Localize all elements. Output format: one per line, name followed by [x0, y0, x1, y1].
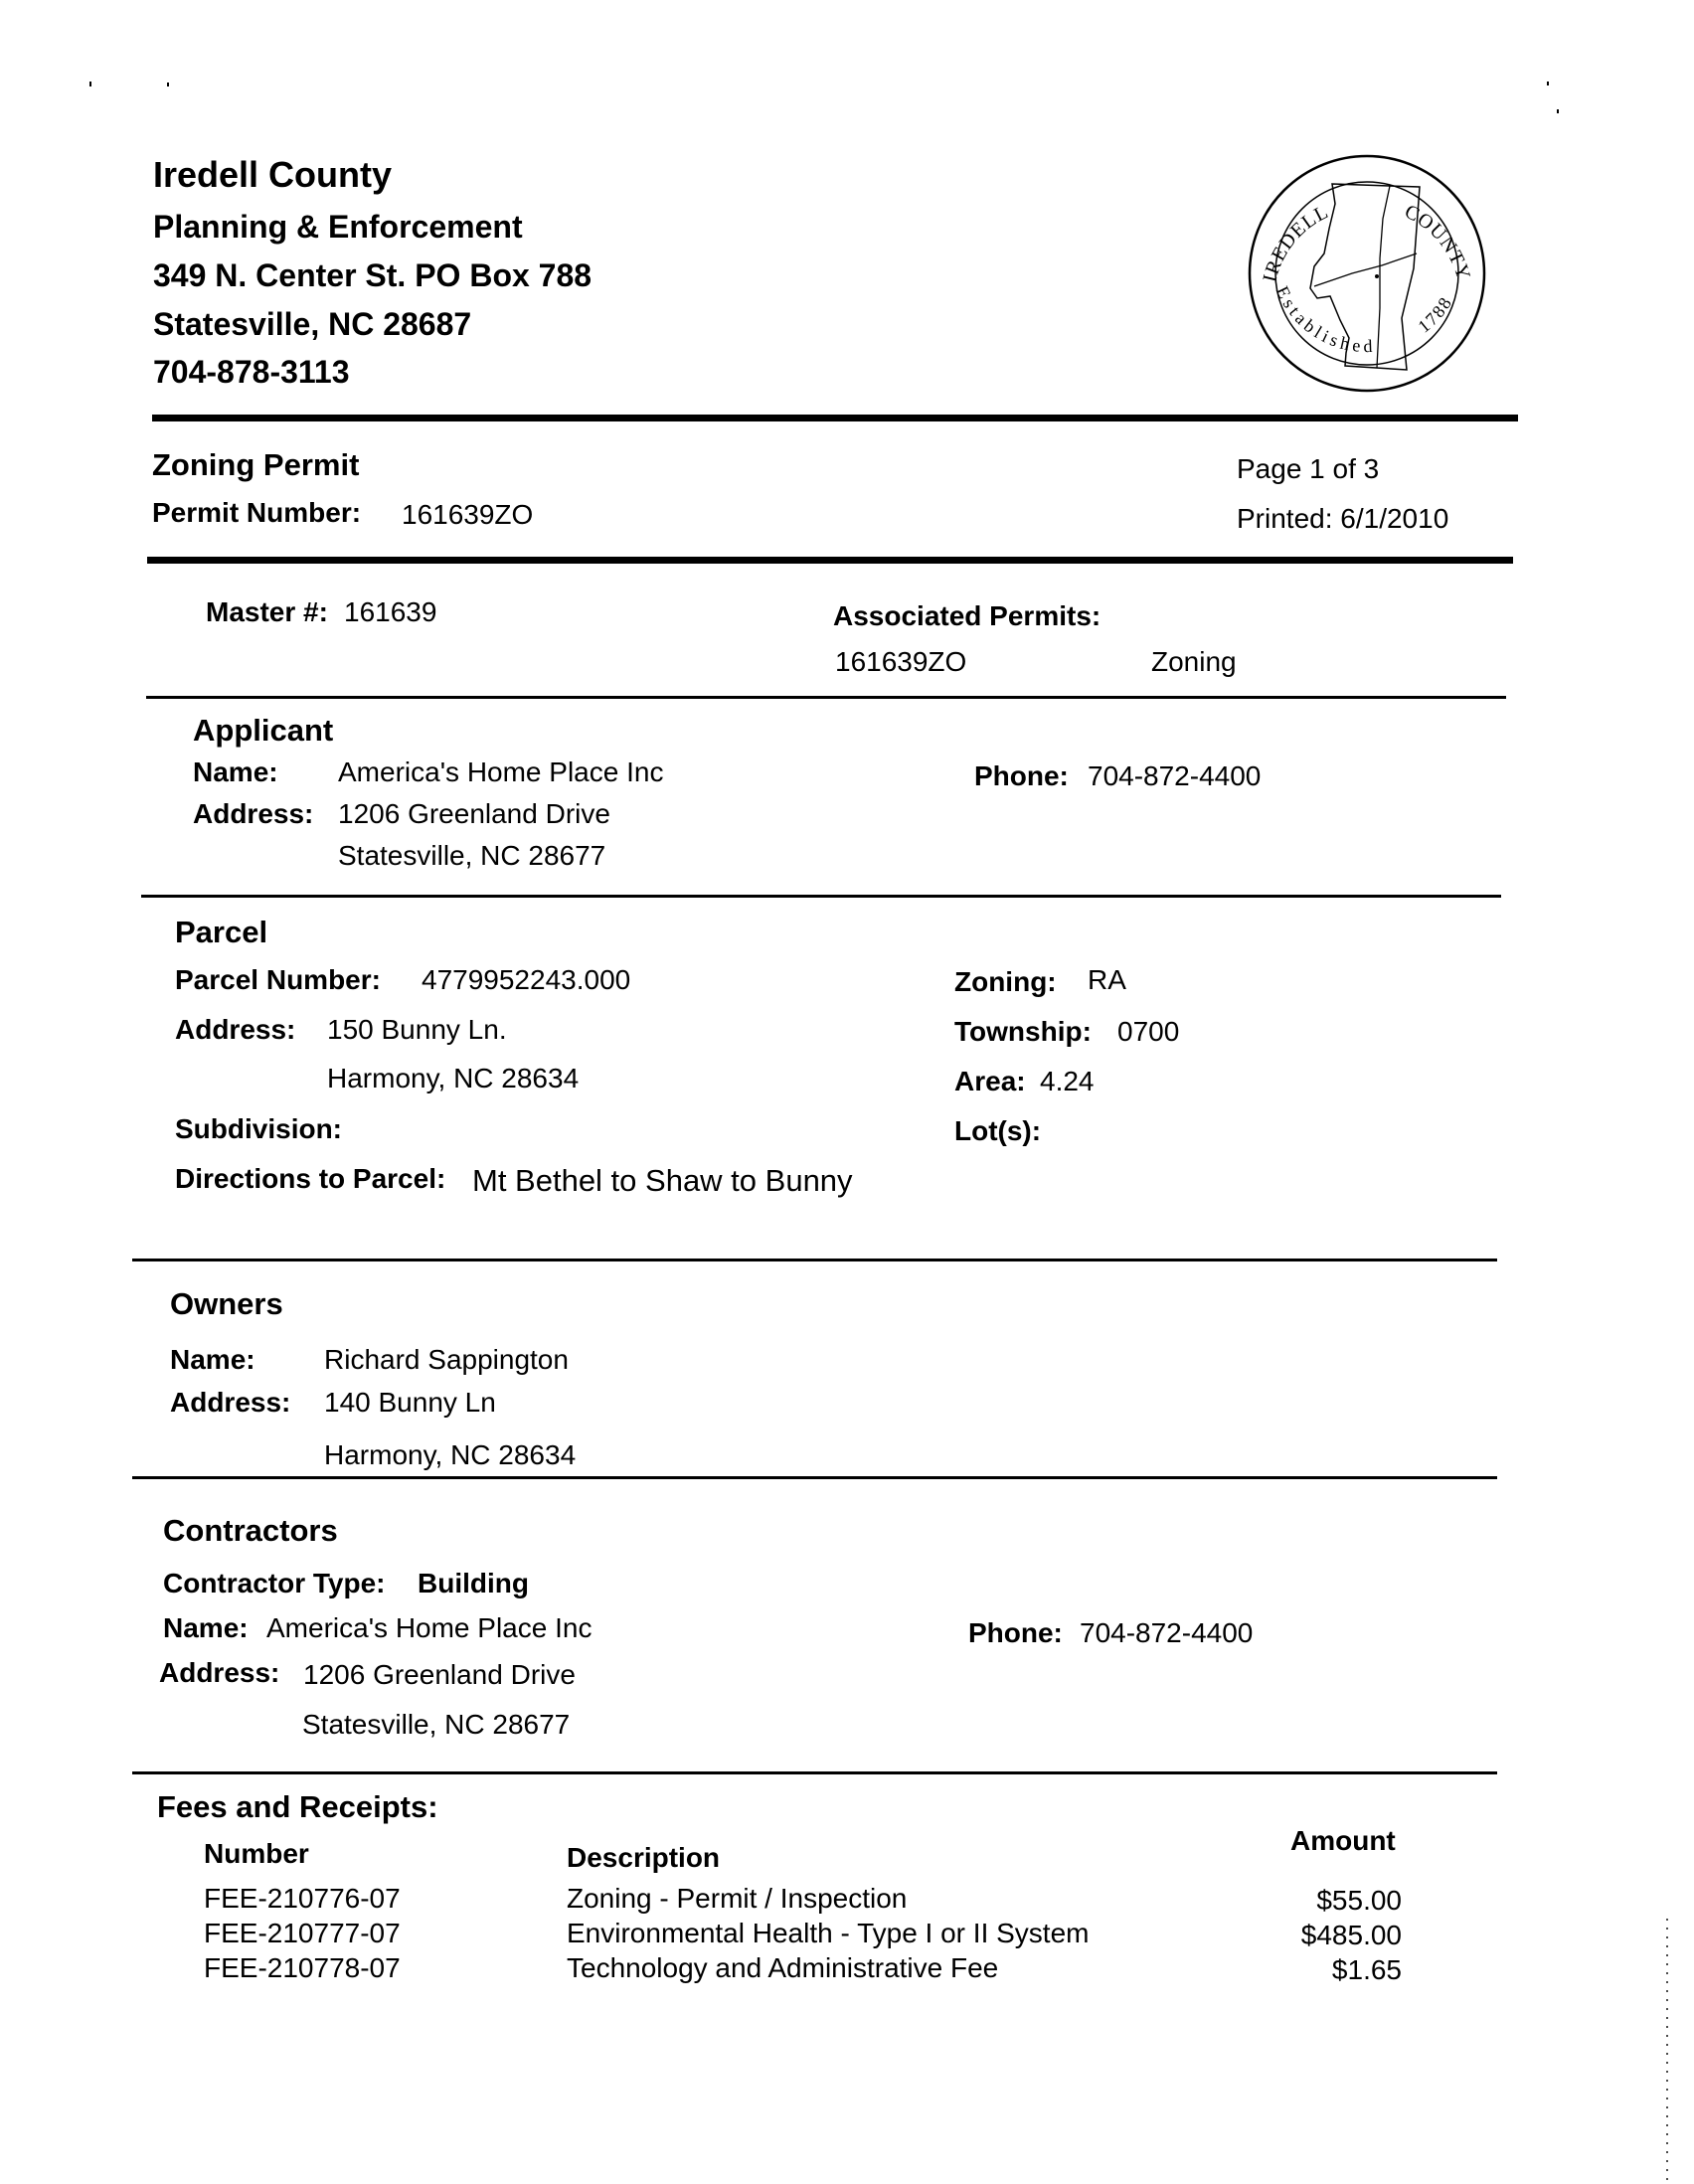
department-name: Planning & Enforcement	[153, 209, 523, 245]
fee-description: Technology and Administrative Fee	[567, 1952, 999, 1983]
seal-text-iredell: IREDELL	[1259, 200, 1333, 285]
lots-label: Lot(s):	[954, 1115, 1042, 1146]
fees-column-number: Number	[204, 1838, 309, 1869]
owner-name: Richard Sappington	[324, 1344, 569, 1375]
applicant-title: Applicant	[193, 713, 334, 748]
applicant-phone-label: Phone:	[974, 760, 1069, 791]
svg-text:COUNTY	[1401, 201, 1474, 283]
contractor-type-value: Building	[418, 1568, 529, 1598]
associated-permits-label: Associated Permits:	[833, 600, 1101, 631]
owners-divider	[132, 1476, 1497, 1479]
seal-text-year: 1788	[1414, 292, 1456, 337]
permit-number-value: 161639ZO	[402, 499, 534, 530]
seal-text-established: Established	[1271, 282, 1377, 357]
parcel-number: 4779952243.000	[422, 964, 631, 995]
area-label: Area:	[954, 1066, 1026, 1096]
fee-number: FEE-210778-07	[204, 1952, 401, 1983]
parcel-number-label: Parcel Number:	[175, 964, 381, 995]
fee-number: FEE-210777-07	[204, 1918, 401, 1948]
directions-label: Directions to Parcel:	[175, 1163, 446, 1194]
contractor-phone: 704-872-4400	[1080, 1617, 1254, 1648]
parcel-divider	[132, 1259, 1497, 1261]
permit-title: Zoning Permit	[152, 447, 360, 482]
page-indicator: Page 1 of 3	[1237, 453, 1380, 484]
county-seal-icon	[1243, 149, 1491, 398]
owner-name-label: Name:	[170, 1344, 255, 1375]
master-divider	[146, 696, 1506, 699]
county-seal-logo	[1243, 149, 1491, 398]
fee-amount: $485.00	[1300, 1920, 1402, 1950]
seal-text-county: COUNTY	[1401, 200, 1475, 283]
contractor-type-label: Contractor Type:	[163, 1568, 386, 1598]
associated-permit-type: Zoning	[1151, 646, 1237, 677]
fee-amount: $55.00	[1316, 1885, 1402, 1916]
subdivision-label: Subdivision:	[175, 1113, 342, 1144]
applicant-address-line2: Statesville, NC 28677	[338, 840, 606, 871]
contractor-address-line1: 1206 Greenland Drive	[303, 1659, 576, 1690]
contractor-name-label: Name:	[163, 1612, 249, 1643]
header-divider	[152, 415, 1518, 421]
permit-number-label: Permit Number:	[152, 497, 362, 528]
applicant-name: America's Home Place Inc	[338, 756, 664, 787]
fees-column-amount: Amount	[1290, 1825, 1396, 1856]
contractor-address-line2: Statesville, NC 28677	[302, 1709, 571, 1740]
permit-divider	[147, 557, 1513, 564]
svg-text:1788	[1415, 292, 1456, 336]
parcel-title: Parcel	[175, 915, 268, 949]
fee-amount: $1.65	[1331, 1954, 1402, 1985]
applicant-phone: 704-872-4400	[1088, 760, 1262, 791]
owner-address-line2: Harmony, NC 28634	[324, 1439, 577, 1470]
contractor-name: America's Home Place Inc	[266, 1612, 593, 1643]
contractor-address-label: Address:	[159, 1657, 280, 1688]
master-label: Master #:	[206, 596, 328, 627]
owner-address-line1: 140 Bunny Ln	[324, 1387, 496, 1418]
scan-edge-artifact	[1666, 1919, 1668, 2184]
master-value: 161639	[344, 596, 437, 627]
township-value: 0700	[1117, 1016, 1180, 1047]
scan-speck	[89, 82, 91, 86]
directions-value: Mt Bethel to Shaw to Bunny	[472, 1163, 853, 1198]
parcel-address-line1: 150 Bunny Ln.	[327, 1014, 507, 1045]
township-label: Township:	[954, 1016, 1092, 1047]
owner-address-label: Address:	[170, 1387, 291, 1418]
owners-title: Owners	[170, 1286, 283, 1321]
applicant-divider	[141, 895, 1501, 898]
applicant-name-label: Name:	[193, 756, 278, 787]
zoning-value: RA	[1088, 964, 1126, 995]
county-name: Iredell County	[153, 154, 393, 195]
zoning-label: Zoning:	[954, 966, 1057, 997]
svg-text:IREDELL	[1259, 201, 1332, 284]
parcel-address-label: Address:	[175, 1014, 296, 1045]
fee-description: Zoning - Permit / Inspection	[567, 1883, 908, 1914]
contractors-divider	[132, 1771, 1497, 1774]
fee-number: FEE-210776-07	[204, 1883, 401, 1914]
fee-description: Environmental Health - Type I or II System	[567, 1918, 1090, 1948]
contractors-title: Contractors	[163, 1513, 338, 1548]
scan-speck	[1547, 82, 1549, 85]
scan-speck	[1557, 109, 1559, 113]
associated-permit-number: 161639ZO	[835, 646, 967, 677]
office-street: 349 N. Center St. PO Box 788	[153, 257, 593, 293]
scan-speck	[167, 83, 169, 86]
area-value: 4.24	[1040, 1066, 1095, 1096]
applicant-address-line1: 1206 Greenland Drive	[338, 798, 610, 829]
printed-date: Printed: 6/1/2010	[1237, 503, 1449, 534]
parcel-address-line2: Harmony, NC 28634	[327, 1063, 580, 1093]
office-phone: 704-878-3113	[153, 354, 350, 390]
contractor-phone-label: Phone:	[968, 1617, 1063, 1648]
fees-column-description: Description	[567, 1842, 721, 1873]
office-city: Statesville, NC 28687	[153, 306, 472, 342]
applicant-address-label: Address:	[193, 798, 314, 829]
fees-title: Fees and Receipts:	[157, 1789, 438, 1824]
